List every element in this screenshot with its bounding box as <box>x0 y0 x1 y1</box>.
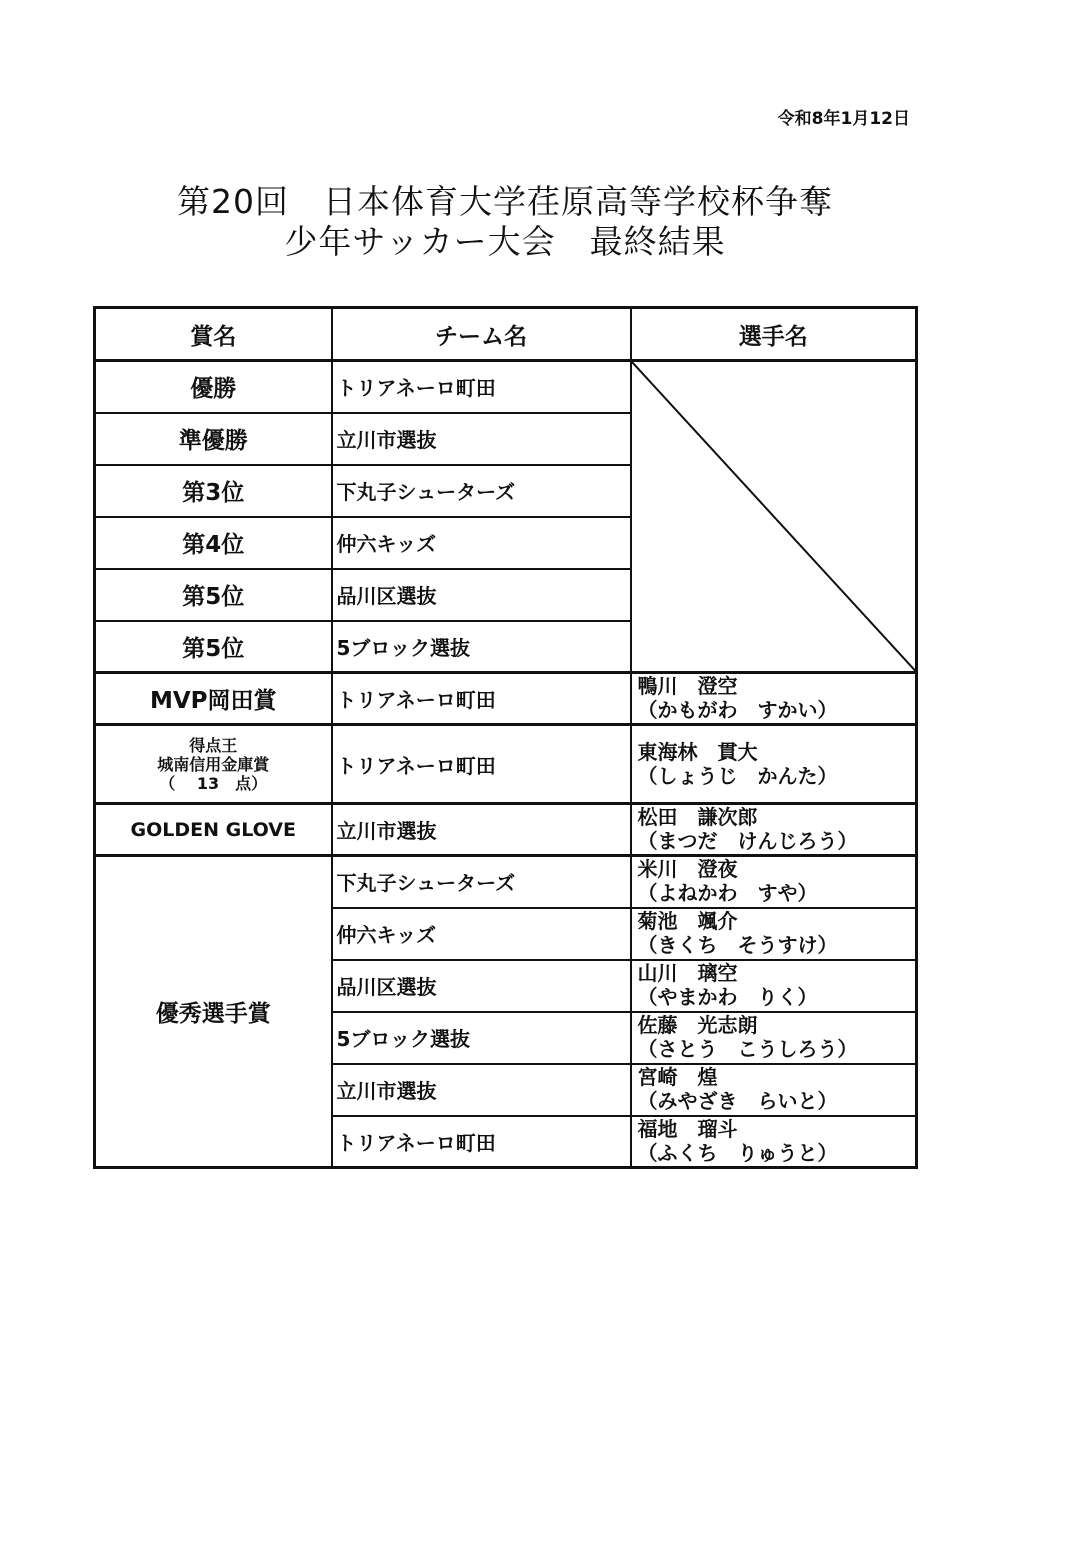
player-cell <box>631 908 917 960</box>
award-cell: 第4位 <box>95 517 332 569</box>
player-name: 米川 澄夜 <box>637 857 738 881</box>
player-name: 鴨川 澄空 <box>637 674 738 698</box>
award-cell: MVP岡田賞 <box>95 673 332 725</box>
team-cell: 立川市選抜 <box>332 1064 631 1116</box>
player-kana: （きくち そうすけ） <box>637 932 838 957</box>
award-cell: 第3位 <box>95 465 332 517</box>
player-cell <box>631 804 917 856</box>
player-kana: （さとう こうしろう） <box>637 1036 858 1061</box>
results-table <box>93 306 918 1169</box>
award-cell: 第5位 <box>95 569 332 621</box>
team-cell: 仲六キッズ <box>332 517 631 569</box>
award-cell: 準優勝 <box>95 413 332 465</box>
team-cell: 立川市選抜 <box>332 804 631 856</box>
award-line: 城南信用金庫賞 <box>157 754 270 774</box>
team-cell: トリアネーロ町田 <box>332 725 631 804</box>
team-cell: 5ブロック選抜 <box>332 621 631 673</box>
document-title-line1: 第20回 日本体育大学荏原高等学校杯争奪 <box>177 182 833 221</box>
player-cell <box>631 725 917 804</box>
table-header-row <box>95 308 917 361</box>
diagonal-slash <box>632 362 916 671</box>
player-name: 菊池 颯介 <box>637 908 738 933</box>
player-name: 佐藤 光志朗 <box>637 1012 758 1037</box>
player-cell <box>631 1064 917 1116</box>
header-player: 選手名 <box>631 308 917 361</box>
player-kana: （かもがわ すかい） <box>637 698 838 722</box>
player-cell <box>631 1012 917 1064</box>
award-cell: 優勝 <box>95 361 332 413</box>
table-row <box>95 856 917 908</box>
team-cell: 立川市選抜 <box>332 413 631 465</box>
team-cell: トリアネーロ町田 <box>332 1116 631 1168</box>
table-row <box>95 361 917 413</box>
team-cell: トリアネーロ町田 <box>332 361 631 413</box>
document-title-line2: 少年サッカー大会 最終結果 <box>284 222 726 261</box>
team-cell: 品川区選抜 <box>332 960 631 1012</box>
player-cell <box>631 1116 917 1168</box>
team-cell: トリアネーロ町田 <box>332 673 631 725</box>
player-kana: （みやざき らいと） <box>637 1088 838 1113</box>
award-line: （ 13 点） <box>159 773 268 793</box>
team-cell: 品川区選抜 <box>332 569 631 621</box>
award-cell: 第5位 <box>95 621 332 673</box>
player-name: 東海林 貫大 <box>637 740 758 764</box>
table-row-mvp <box>95 673 917 725</box>
player-cell <box>631 673 917 725</box>
team-cell: 5ブロック選抜 <box>332 1012 631 1064</box>
empty-player-cell-diagonal <box>631 361 917 673</box>
team-cell: 下丸子シューターズ <box>332 856 631 908</box>
player-name: 福地 瑠斗 <box>637 1116 738 1141</box>
team-cell: 仲六キッズ <box>332 908 631 960</box>
header-award: 賞名 <box>95 308 332 361</box>
award-cell <box>95 725 332 804</box>
team-cell: 下丸子シューターズ <box>332 465 631 517</box>
document-date: 令和8年1月12日 <box>777 109 910 129</box>
player-name: 宮崎 煌 <box>637 1064 718 1089</box>
player-kana: （まつだ けんじろう） <box>637 829 858 853</box>
player-kana: （やまかわ りく） <box>637 984 818 1009</box>
player-name: 山川 璃空 <box>637 960 738 985</box>
player-cell <box>631 960 917 1012</box>
player-kana: （よねかわ すや） <box>637 881 818 905</box>
award-cell-outstanding: 優秀選手賞 <box>95 856 332 1168</box>
award-cell: GOLDEN GLOVE <box>95 804 332 856</box>
player-kana: （ふくち りゅうと） <box>637 1140 838 1165</box>
table-row-golden-glove <box>95 804 917 856</box>
player-cell <box>631 856 917 908</box>
header-team: チーム名 <box>332 308 631 361</box>
player-name: 松田 謙次郎 <box>637 805 758 829</box>
player-kana: （しょうじ かんた） <box>637 764 838 788</box>
award-line: 得点王 <box>189 735 238 755</box>
table-row-top-scorer <box>95 725 917 804</box>
